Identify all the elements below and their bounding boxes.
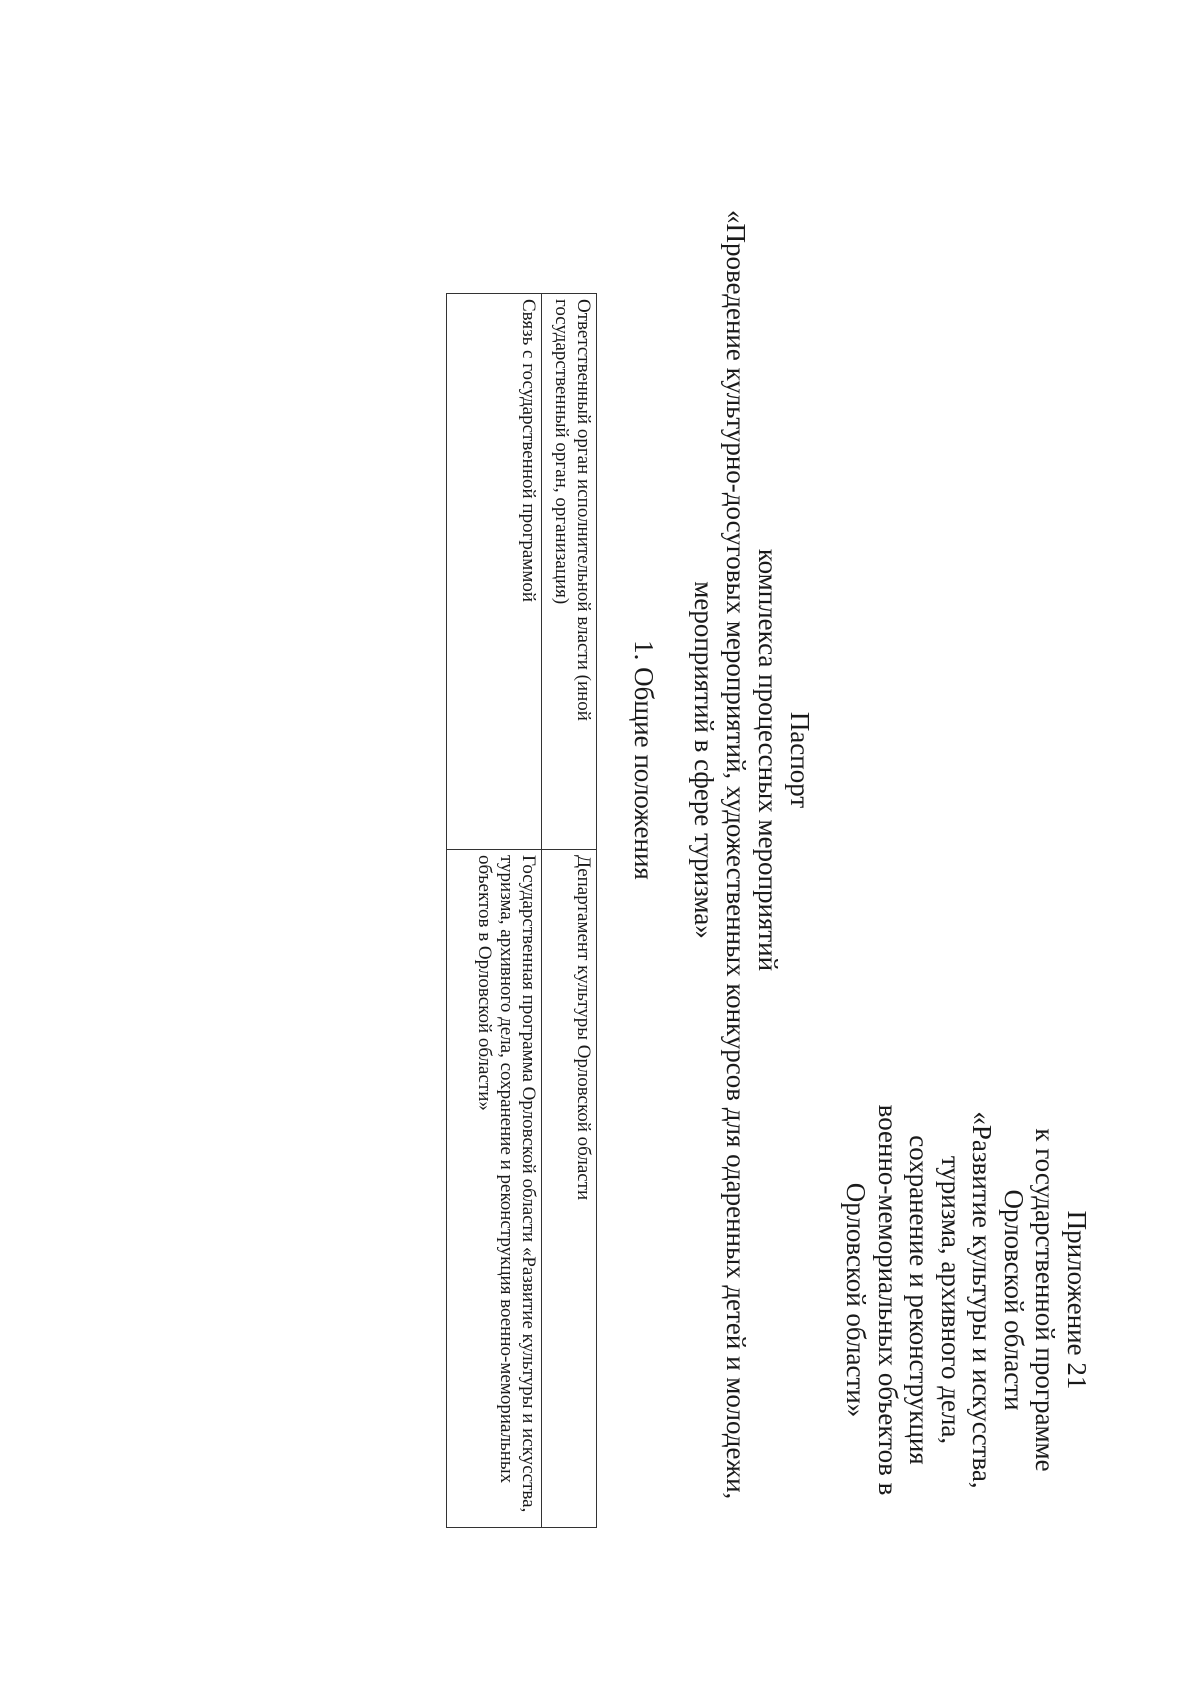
- appendix-line: Орловской области: [999, 1189, 1029, 1411]
- row-value: Департамент культуры Орловской области: [542, 850, 597, 1528]
- row-label: Связь с государственной программой: [447, 294, 542, 850]
- passport-name: «Проведение культурно-досуговых мероприятий, художественных конкурсов для одаренных детей и молодежи,: [721, 210, 751, 1500]
- section-title: 1. Общие положения: [629, 640, 659, 880]
- passport-subtitle: комплекса процессных мероприятий: [753, 548, 783, 972]
- row-value: Государственная программа Орловской области «Развитие культуры и искусства, туризма, архивного дела, сохранение и реконструкция военно-мемориальных объектов в Орловской области»: [447, 850, 542, 1528]
- appendix-line: военно-мемориальных объектов в: [873, 1104, 903, 1496]
- table-row: [447, 294, 542, 1528]
- appendix-line: Приложение 21: [1062, 1210, 1092, 1390]
- passport-name-continued: мероприятий в сфере туризма»: [689, 581, 719, 939]
- row-label: Ответственный орган исполнительной власти (иной государственный орган, организация): [542, 294, 597, 850]
- general-provisions-table: [446, 293, 597, 1528]
- table-row: [542, 294, 597, 1528]
- appendix-line: Орловской области»: [841, 1182, 872, 1418]
- appendix-line: «Развитие культуры и искусства,: [967, 1111, 998, 1489]
- appendix-line: туризма, архивного дела,: [936, 1155, 966, 1445]
- appendix-line: к государственной программе: [1030, 1128, 1061, 1472]
- passport-heading: [688, 210, 816, 1500]
- passport-title: Паспорт: [785, 711, 815, 809]
- appendix-header: [840, 1090, 1092, 1510]
- appendix-line: сохранение и реконструкция: [904, 1135, 935, 1465]
